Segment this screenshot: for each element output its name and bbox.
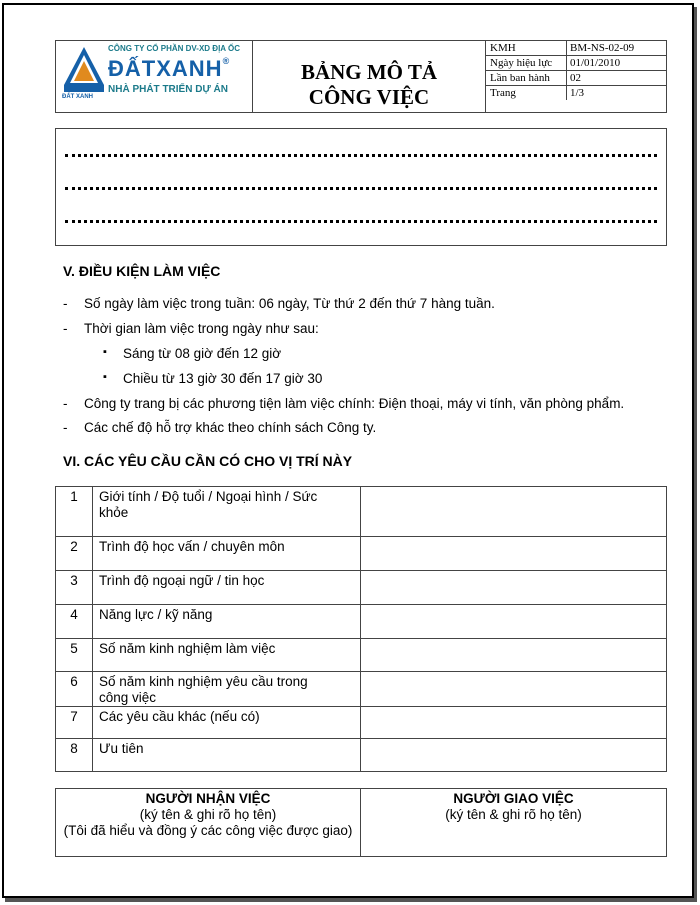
table-row (56, 672, 666, 707)
brand-text: ĐẤTXANH (108, 56, 223, 81)
dotted-line (65, 187, 657, 190)
meta-value: 02 (570, 72, 581, 84)
requirements-table (55, 486, 667, 772)
table-row (56, 487, 666, 537)
row-number: 7 (70, 709, 78, 724)
row-number: 6 (70, 674, 78, 689)
row-number: 2 (70, 539, 78, 554)
condition-item: Các chế độ hỗ trợ khác theo chính sách Công ty. (84, 420, 377, 435)
condition-item: Số ngày làm việc trong tuần: 06 ngày, Từ thứ 2 đến thứ 7 hàng tuần. (84, 296, 495, 311)
registered-mark: ® (222, 56, 231, 66)
row-requirement: Giới tính / Độ tuổi / Ngoại hình / Sức khỏe (99, 489, 318, 520)
row-requirement: Trình độ học vấn / chuyên môn (99, 539, 285, 554)
bullet-dash: - (63, 296, 68, 311)
meta-value: 1/3 (570, 87, 585, 99)
row-number: 8 (70, 741, 78, 756)
row-number: 3 (70, 573, 78, 588)
meta-row (486, 86, 666, 100)
table-row (56, 739, 666, 771)
bullet-dash: - (63, 420, 68, 435)
signature-table (55, 788, 667, 857)
section-vi-heading: VI. CÁC YÊU CẦU CẦN CÓ CHO VỊ TRÍ NÀY (63, 453, 353, 469)
schedule-item: Sáng từ 08 giờ đến 12 giờ (123, 346, 282, 361)
table-row (56, 605, 666, 639)
row-requirement: Các yêu cầu khác (nếu có) (99, 709, 260, 724)
condition-item: Công ty trang bị các phương tiện làm việc chính: Điện thoại, máy vi tính, văn phòng phẩm. (84, 396, 625, 411)
company-tagline: NHÀ PHÁT TRIỂN DỰ ÁN (108, 84, 228, 95)
company-name: CÔNG TY CỔ PHẦN DV-XD ĐỊA ỐC (108, 44, 241, 53)
row-requirement: Năng lực / kỹ năng (99, 607, 213, 622)
meta-row (486, 71, 666, 86)
meta-value: 01/01/2010 (570, 57, 621, 69)
fill-in-box[interactable] (55, 128, 667, 246)
document-header (55, 40, 667, 113)
dotted-line (65, 220, 657, 223)
receiver-note: (ký tên & ghi rõ họ tên) (139, 807, 277, 822)
meta-value: BM-NS-02-09 (570, 42, 635, 54)
receiver-signature-cell[interactable] (56, 791, 360, 839)
row-number: 4 (70, 607, 78, 622)
meta-key: Lần ban hành (490, 72, 550, 84)
row-requirement: Số năm kinh nghiệm yêu cầu trong công việc (99, 674, 308, 705)
section-v-heading: V. ĐIỀU KIỆN LÀM VIỆC (63, 263, 221, 279)
title-line-2: CÔNG VIỆC (308, 85, 430, 109)
meta-key: Ngày hiệu lực (490, 57, 553, 69)
bullet-dash: - (63, 321, 68, 336)
table-row (56, 571, 666, 605)
row-requirement: Ưu tiên (99, 741, 144, 756)
giver-signature-cell[interactable] (361, 791, 666, 823)
table-row (56, 537, 666, 571)
condition-item: Thời gian làm việc trong ngày như sau: (84, 321, 319, 336)
meta-row (486, 41, 666, 56)
giver-note: (ký tên & ghi rõ họ tên) (445, 807, 582, 822)
dotted-line (65, 154, 657, 157)
meta-key: KMH (490, 42, 516, 54)
meta-row (486, 56, 666, 71)
logo-mark-icon (62, 45, 106, 93)
brand-name (108, 56, 230, 82)
row-number: 1 (70, 489, 78, 504)
giver-title: NGƯỜI GIAO VIỆC (453, 791, 574, 806)
table-row (56, 639, 666, 672)
receiver-title: NGƯỜI NHẬN VIỆC (145, 791, 271, 806)
title-line-1: BẢNG MÔ TẢ (300, 60, 438, 84)
row-requirement: Trình độ ngoại ngữ / tin học (99, 573, 265, 588)
bullet-square-icon: ▪ (103, 371, 107, 383)
document-meta-table (486, 41, 666, 112)
meta-key: Trang (490, 87, 516, 99)
company-logo (56, 41, 253, 112)
bullet-square-icon: ▪ (103, 346, 107, 358)
row-number: 5 (70, 641, 78, 656)
schedule-item: Chiều từ 13 giờ 30 đến 17 giờ 30 (123, 371, 323, 386)
logo-small-text: ĐẤT XANH (62, 94, 93, 100)
receiver-agreement: (Tôi đã hiểu và đồng ý các công việc được giao) (63, 823, 353, 838)
document-title (253, 41, 486, 112)
row-requirement: Số năm kinh nghiệm làm việc (99, 641, 276, 656)
bullet-dash: - (63, 396, 68, 411)
table-row (56, 707, 666, 739)
